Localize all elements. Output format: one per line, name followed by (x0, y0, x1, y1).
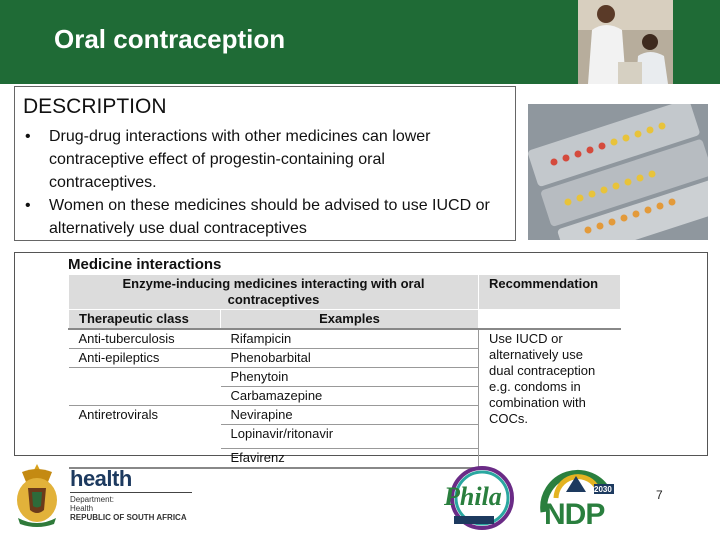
example-cell: Efavirenz (221, 449, 479, 469)
example-cell: Rifampicin (221, 329, 479, 349)
recommendation-cell: Use IUCD or alternatively use dual contraception e.g. condoms in combination with COCs. (479, 329, 621, 468)
class-header: Therapeutic class (69, 310, 221, 330)
example-cell: Phenytoin (221, 368, 479, 387)
pill-packs-photo (528, 104, 708, 240)
description-heading: DESCRIPTION (23, 95, 167, 118)
class-cell: Antiretrovirals (78, 407, 158, 422)
phila-logo: Phila (440, 466, 524, 530)
page-number: 7 (656, 488, 663, 502)
class-cell (69, 368, 221, 387)
medicine-interactions-table (68, 274, 621, 469)
page-title: Oral contraception (54, 24, 286, 54)
clinic-photo (578, 0, 673, 84)
health-wordmark: health (70, 466, 132, 491)
department-text: Department: Health REPUBLIC OF SOUTH AFRICA (70, 495, 187, 522)
description-list (23, 125, 493, 240)
description-bullet: • Drug-drug interactions with other medicines can lower contraceptive effect of progestin-containing oral contraceptives. (23, 125, 493, 194)
class-cell: Anti-epileptics (69, 349, 221, 368)
group-header: Enzyme-inducing medicines interacting with oral contraceptives (69, 275, 479, 310)
coat-of-arms-icon (12, 462, 62, 528)
bullet-dot-icon: • (25, 197, 31, 214)
table-caption: Medicine interactions (68, 256, 222, 273)
recommendation-header: Recommendation (479, 275, 621, 310)
class-cell (69, 425, 221, 449)
class-cell: Anti-tuberculosis (69, 329, 221, 349)
bullet-dot-icon: • (25, 128, 31, 145)
table-row (69, 329, 621, 349)
example-cell: Carbamazepine (221, 387, 479, 406)
ndp-2030-logo: 2030 NDP (536, 462, 616, 534)
examples-header: Examples (221, 310, 479, 330)
footer-divider (70, 492, 192, 493)
recommendation-header-spacer (479, 310, 621, 330)
example-cell: Nevirapine (221, 406, 479, 425)
example-cell: Lopinavir/ritonavir (221, 425, 479, 449)
description-box (14, 86, 516, 241)
description-bullet: • Women on these medicines should be advised to use IUCD or alternatively use dual contraceptives (23, 194, 493, 240)
class-cell (69, 387, 221, 406)
example-cell: Phenobarbital (221, 349, 479, 368)
